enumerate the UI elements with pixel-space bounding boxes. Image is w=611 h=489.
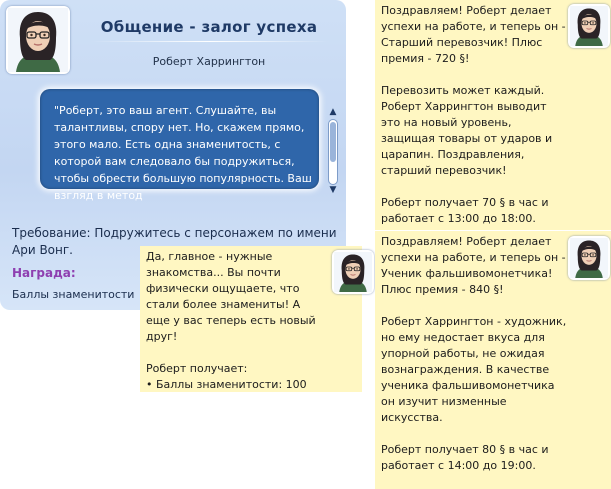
scroll-thumb[interactable] bbox=[330, 122, 336, 162]
title-divider bbox=[90, 41, 330, 42]
description-scrollbar[interactable] bbox=[326, 108, 340, 196]
opportunity-description-box bbox=[40, 89, 319, 202]
opportunity-description: "Роберт, это ваш агент. Слушайте, вы талантливы, спору нет. Но, скажем прямо, этого мало. Есть одна знаменитость, с которой вам следовало бы подружиться, чтобы обрести большую популярность. Ваш взгляд в метод bbox=[54, 104, 312, 202]
notification-text: Поздравляем! Роберт делает успехи на работе, и теперь он - Ученик фальшивомонетчика! Плюс премия - 840 §! Роберт Харрингтон - художник, но ему недостает вкуса для упорной работы, не ожидая вознаграждения. В качестве ученика фальшивомонетчика он изучит низменные искусства. Роберт получает 80 § в час и работает с 14:00 до 19:00. bbox=[381, 235, 567, 472]
sim-portrait-icon[interactable] bbox=[568, 236, 610, 280]
scroll-track[interactable] bbox=[328, 119, 338, 185]
reward-value: Баллы знаменитости bbox=[12, 288, 135, 301]
scroll-down-icon[interactable]: ▼ bbox=[329, 185, 337, 195]
sim-portrait-icon[interactable] bbox=[6, 6, 70, 74]
sim-portrait-icon[interactable] bbox=[332, 250, 374, 294]
notification-text: Да, главное - нужные знакомства... Вы почти физически ощущаете, что стали более знамениты! А еще у вас теперь есть новый друг! Роберт получает: • Баллы знаменитости: 100 bbox=[146, 250, 316, 391]
opportunity-title: Общение - залог успеха bbox=[100, 18, 318, 36]
notification-friendship[interactable] bbox=[140, 246, 362, 392]
reward-label: Награда: bbox=[12, 266, 76, 280]
scroll-up-icon[interactable]: ▲ bbox=[329, 107, 337, 117]
sim-portrait-icon[interactable] bbox=[568, 4, 610, 48]
notification-promotion-mover[interactable] bbox=[375, 0, 611, 230]
sim-name: Роберт Харрингтон bbox=[152, 55, 266, 68]
notification-text: Поздравляем! Роберт делает успехи на работе, и теперь он - Старший перевозчик! Плюс премия - 720 §! Перевозить может каждый. Роберт Харрингтон выводит это на новый уровень, защищая товары от ударов и царапин. Поздравления, старший перевозчик! Роберт получает 70 § в час и работает с 13:00 до 18:00. bbox=[381, 4, 566, 225]
notification-promotion-counterfeiter[interactable] bbox=[375, 231, 611, 489]
opportunity-requirement: Требование: Подружитесь с персонажем по имени Ари Вонг. bbox=[12, 226, 337, 257]
